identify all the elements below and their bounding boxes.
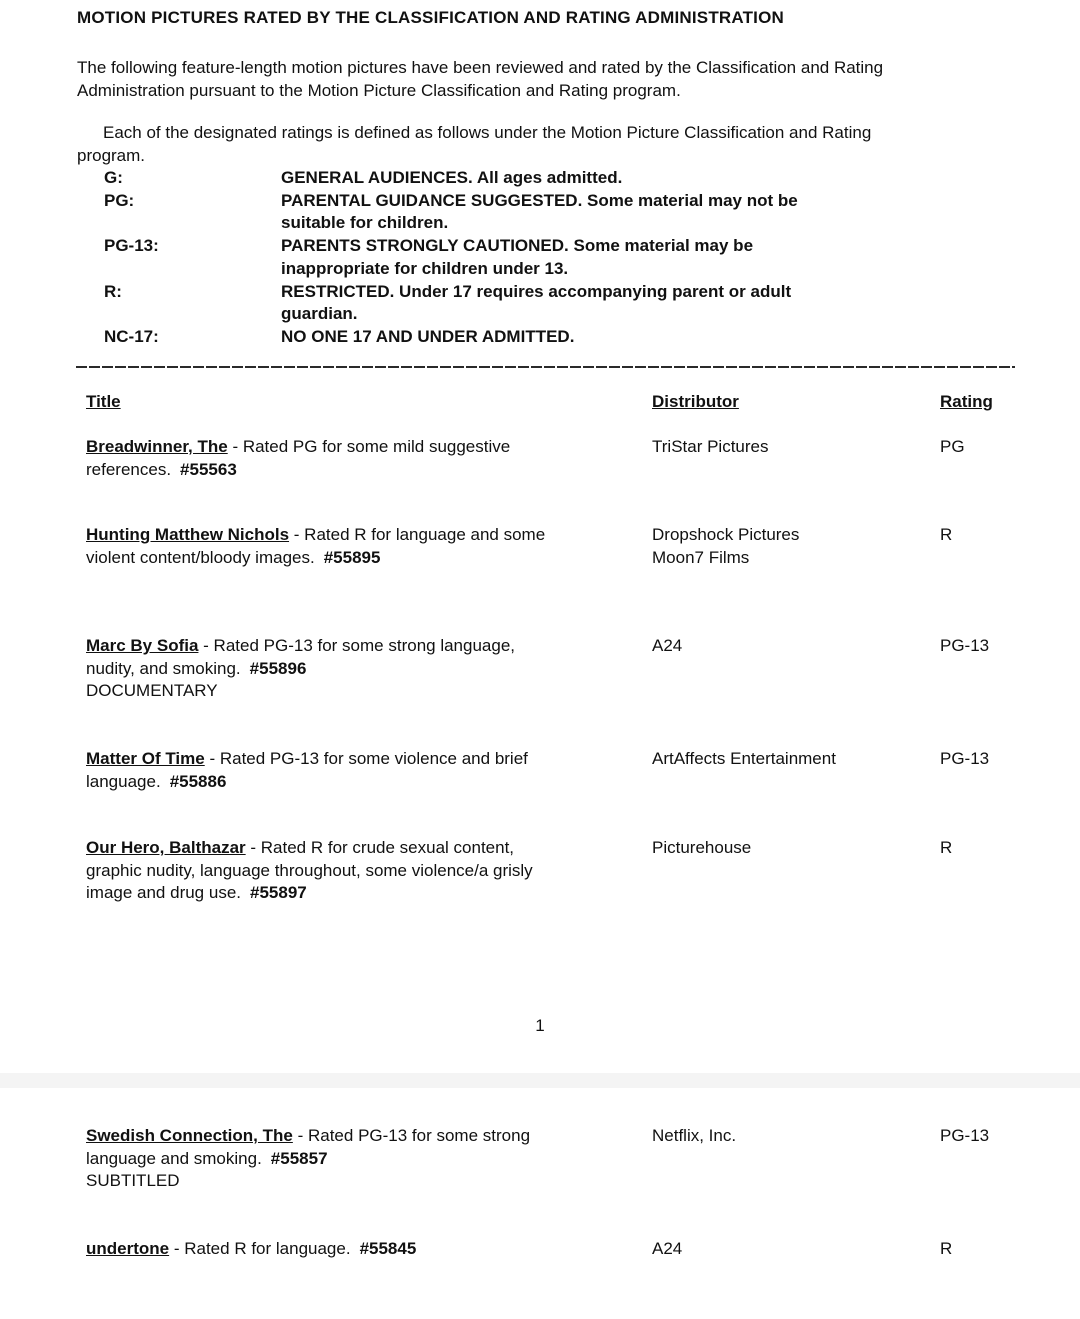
column-header-title: Title: [86, 392, 121, 411]
intro-line: Administration pursuant to the Motion Picture Classification and Rating program.: [77, 80, 681, 100]
rating-reason: language.: [86, 771, 161, 791]
table-row: [86, 837, 1018, 905]
movie-note: DOCUMENTARY: [86, 681, 218, 701]
rating-definition: GENERAL AUDIENCES. All ages admitted.: [281, 168, 623, 187]
rating-value: PG-13: [940, 636, 990, 655]
page-title: MOTION PICTURES RATED BY THE CLASSIFICATION AND RATING ADMINISTRATION: [77, 8, 785, 27]
certificate-number: #55563: [180, 459, 237, 479]
movie-title: undertone: [86, 1239, 170, 1258]
rating-definition: PARENTAL GUIDANCE SUGGESTED. Some material may not be: [281, 190, 798, 210]
distributor-name: Moon7 Films: [652, 547, 750, 567]
title-cell: [86, 635, 652, 703]
title-cell: [86, 1238, 652, 1261]
rating-reason: - Rated R for language.: [173, 1239, 351, 1258]
title-cell: [86, 748, 652, 793]
rating-value: PG-13: [940, 1126, 990, 1145]
rating-reason: image and drug use.: [86, 883, 241, 903]
distributor-name: Netflix, Inc.: [652, 1126, 737, 1145]
rating-definition: RESTRICTED. Under 17 requires accompanying parent or adult: [281, 281, 792, 301]
distributor-cell: [652, 436, 938, 481]
table-row: [86, 1238, 1018, 1261]
rating-definition: guardian.: [281, 304, 358, 324]
ratings-key-item-pg: [104, 190, 921, 235]
rating-code: NC-17:: [104, 326, 159, 346]
rating-definition: NO ONE 17 AND UNDER ADMITTED.: [281, 326, 575, 346]
certificate-number: #55895: [323, 547, 381, 567]
ratings-key-item-g: [104, 167, 921, 190]
column-header-distributor: Distributor: [652, 392, 739, 411]
title-cell: [86, 1125, 652, 1193]
rating-code: R:: [104, 281, 122, 301]
rating-reason: - Rated R for language and some: [293, 525, 546, 544]
table-header-row: [86, 391, 1018, 414]
column-header-rating: Rating: [940, 392, 993, 411]
page-break-band: [0, 1073, 1080, 1088]
movie-title: Breadwinner, The: [86, 437, 228, 456]
table-row: [86, 1125, 1018, 1193]
rating-reason: references.: [86, 459, 172, 479]
rating-definition: PARENTS STRONGLY CAUTIONED. Some material may be: [281, 236, 754, 256]
distributor-cell: [652, 524, 938, 569]
rating-reason: - Rated PG-13 for some strong language,: [203, 636, 516, 655]
table-row: [86, 436, 1018, 481]
rating-reason: violent content/bloody images.: [86, 547, 315, 567]
distributor-name: Dropshock Pictures: [652, 525, 800, 544]
rating-value: R: [940, 838, 953, 857]
rating-definition: inappropriate for children under 13.: [281, 258, 569, 278]
certificate-number: #55845: [359, 1239, 417, 1258]
table-row: [86, 524, 1018, 569]
rating-code: G:: [104, 168, 123, 187]
distributor-name: Picturehouse: [652, 838, 752, 857]
distributor-cell: [652, 748, 938, 793]
title-cell: [86, 524, 652, 569]
table-row: [86, 748, 1018, 793]
certificate-number: #55857: [270, 1148, 328, 1168]
rating-reason: - Rated PG-13 for some violence and brief: [209, 749, 528, 768]
movie-title: Hunting Matthew Nichols: [86, 525, 290, 544]
intro-paragraph: [77, 57, 883, 102]
rating-reason: nudity, and smoking.: [86, 658, 241, 678]
ratings-key-list: [104, 167, 921, 349]
distributor-name: A24: [652, 636, 683, 655]
horizontal-rule: [76, 366, 1015, 368]
movie-title: Matter Of Time: [86, 749, 205, 768]
movie-note: SUBTITLED: [86, 1171, 180, 1191]
distributor-name: A24: [652, 1239, 683, 1258]
movie-title: Marc By Sofia: [86, 636, 199, 655]
title-cell: [86, 436, 652, 481]
distributor-cell: [652, 635, 938, 703]
certificate-number: #55897: [250, 883, 307, 903]
ratings-key-item-nc17: [104, 326, 921, 349]
certificate-number: #55896: [249, 658, 307, 678]
distributor-cell: [652, 1125, 938, 1193]
distributor-name: TriStar Pictures: [652, 437, 769, 456]
ratings-key-item-pg13: [104, 235, 921, 280]
ratings-key-item-r: [104, 281, 921, 326]
rating-value: PG: [940, 437, 965, 456]
rating-reason: graphic nudity, language throughout, some violence/a grisly: [86, 860, 533, 880]
rating-reason: - Rated PG-13 for some strong: [297, 1126, 531, 1145]
distributor-name: ArtAffects Entertainment: [652, 749, 836, 768]
rating-definition: suitable for children.: [281, 213, 449, 233]
rating-reason: - Rated R for crude sexual content,: [250, 838, 515, 857]
certificate-number: #55886: [169, 771, 227, 791]
rating-value: PG-13: [940, 749, 990, 768]
rating-code: PG:: [104, 190, 135, 210]
ratings-key-intro-line: program.: [77, 145, 146, 165]
ratings-key-intro-line: Each of the designated ratings is defined as follows under the Motion Picture Classification and Rating: [103, 123, 872, 142]
rating-value: R: [940, 525, 953, 544]
movie-title: Swedish Connection, The: [86, 1126, 293, 1145]
rating-reason: language and smoking.: [86, 1148, 262, 1168]
distributor-cell: [652, 1238, 938, 1261]
intro-line: The following feature-length motion pictures have been reviewed and rated by the Classification and Rating: [77, 58, 884, 77]
rating-code: PG-13:: [104, 236, 159, 256]
title-cell: [86, 837, 652, 905]
rating-reason: - Rated PG for some mild suggestive: [232, 437, 511, 456]
table-row: [86, 635, 1018, 703]
rating-value: R: [940, 1239, 953, 1258]
page-number: 1: [535, 1016, 545, 1035]
ratings-key-intro: [77, 122, 871, 167]
distributor-cell: [652, 837, 938, 905]
movie-title: Our Hero, Balthazar: [86, 838, 246, 857]
